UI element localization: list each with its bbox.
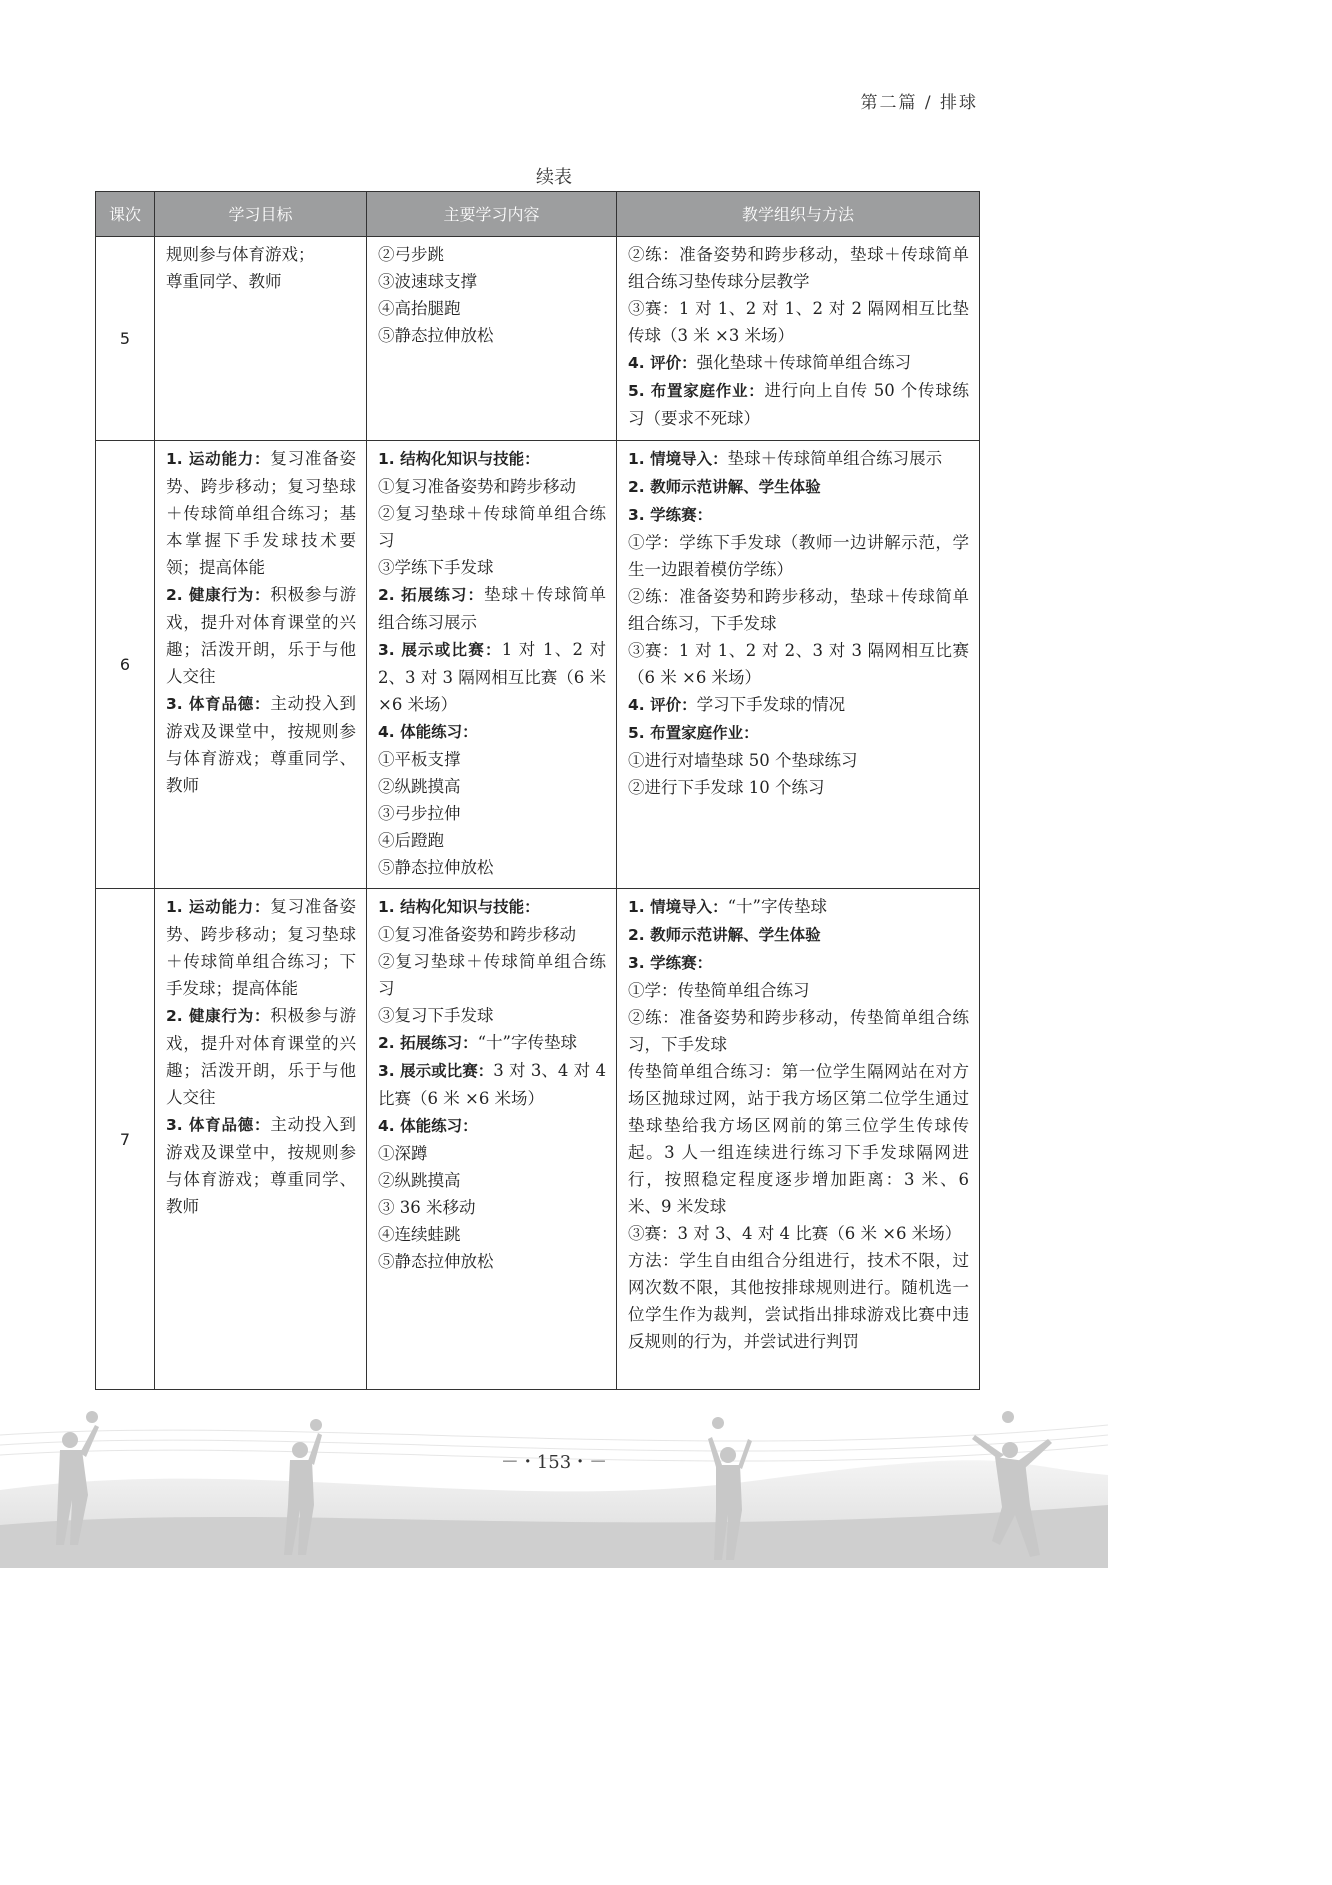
line-text: ①学：学练下手发球（教师一边讲解示范，学生一边跟着模仿学练） <box>628 533 969 579</box>
cell-line <box>378 295 606 322</box>
goals-cell <box>155 237 367 441</box>
cell-line <box>628 949 969 977</box>
running-head: 第二篇 / 排球 <box>860 93 978 113</box>
cell-line <box>378 800 606 827</box>
line-text: ⑤静态拉伸放松 <box>378 1252 494 1271</box>
page-number: －・153・－ <box>500 1452 608 1473</box>
line-text: 1 对 1、2 对 2、3 对 3 隔网相互比赛（6 米 ×6 米场） <box>378 640 606 714</box>
cell-line <box>628 377 969 432</box>
lesson-number: 5 <box>96 237 155 441</box>
cell-line <box>378 1221 606 1248</box>
cell-line <box>378 921 606 948</box>
bold-label: 2. 健康行为： <box>166 586 271 604</box>
methods-cell <box>617 237 980 441</box>
table-caption: 续表 <box>536 167 572 188</box>
line-text: ①平板支撑 <box>378 750 461 769</box>
line-text: 强化垫球＋传球简单组合练习 <box>696 353 912 372</box>
cell-line <box>628 583 969 637</box>
content-cell <box>367 889 617 1390</box>
cell-line <box>628 529 969 583</box>
cell-line <box>378 746 606 773</box>
line-text: ③学练下手发球 <box>378 558 494 577</box>
line-text: 进行向上自传 50 个传球练习（要求不死球） <box>628 381 969 428</box>
bold-label: 4. 评价： <box>628 696 697 714</box>
cell-line <box>628 774 969 801</box>
line-text: ④高抬腿跑 <box>378 299 461 318</box>
cell-line <box>166 445 356 581</box>
bold-label: 1. 运动能力： <box>166 898 271 916</box>
cell-line <box>378 1167 606 1194</box>
line-text: ②练：准备姿势和跨步移动，传垫简单组合练习，下手发球 <box>628 1008 969 1054</box>
table-row <box>96 889 980 1390</box>
table-header-row <box>96 192 980 237</box>
goals-cell <box>155 889 367 1390</box>
line-text: ④后蹬跑 <box>378 831 444 850</box>
line-text: ①深蹲 <box>378 1144 428 1163</box>
line-text: 积极参与游戏，提升对体育课堂的兴趣；活泼开朗，乐于与他人交往 <box>166 585 356 686</box>
bold-label: 5. 布置家庭作业： <box>628 382 765 400</box>
line-text: ⑤静态拉伸放松 <box>378 858 494 877</box>
line-text: ③波速球支撑 <box>378 272 477 291</box>
line-text: 复习准备姿势、跨步移动；复习垫球＋传球简单组合练习；基本掌握下手发球技术要领；提高体能 <box>166 449 356 577</box>
line-text: ①复习准备姿势和跨步移动 <box>378 477 576 496</box>
cell-line <box>378 1029 606 1057</box>
line-text: 3 对 3、4 对 4 比赛（6 米 ×6 米场） <box>378 1061 606 1108</box>
cell-line <box>166 1111 356 1220</box>
cell-line <box>628 241 969 295</box>
line-text: “十”字传垫球 <box>477 1033 577 1052</box>
cell-line <box>378 1140 606 1167</box>
cell-line <box>378 445 606 473</box>
line-text: ②进行下手发球 10 个练习 <box>628 778 825 797</box>
bold-label: 4. 体能练习： <box>378 1117 478 1135</box>
line-text: ①复习准备姿势和跨步移动 <box>378 925 576 944</box>
cell-line <box>166 268 356 295</box>
line-text: ②练：准备姿势和跨步移动，垫球＋传球简单组合练习垫传球分层教学 <box>628 245 969 291</box>
bold-label: 1. 情境导入： <box>628 898 728 916</box>
cell-line <box>628 1247 969 1355</box>
line-text: 学习下手发球的情况 <box>696 695 846 714</box>
bold-label: 2. 教师示范讲解、学生体验 <box>628 926 821 944</box>
col-header-methods: 教学组织与方法 <box>617 192 980 237</box>
cell-line <box>378 1112 606 1140</box>
bold-label: 2. 拓展练习： <box>378 586 485 604</box>
cell-line <box>378 948 606 1002</box>
content-cell <box>367 441 617 889</box>
line-text: 尊重同学、教师 <box>166 272 282 291</box>
cell-line <box>378 773 606 800</box>
bold-label: 3. 体育品德： <box>166 695 271 713</box>
goals-cell <box>155 441 367 889</box>
bold-label: 3. 学练赛： <box>628 506 713 524</box>
cell-line <box>166 581 356 690</box>
line-text: ②练：准备姿势和跨步移动，垫球＋传球简单组合练习，下手发球 <box>628 587 969 633</box>
cell-line <box>628 719 969 747</box>
line-text: ③赛：3 对 3、4 对 4 比赛（6 米 ×6 米场） <box>628 1224 962 1243</box>
lesson-number: 6 <box>96 441 155 889</box>
cell-line <box>628 921 969 949</box>
line-text: ③复习下手发球 <box>378 1006 494 1025</box>
cell-line <box>628 349 969 377</box>
bold-label: 3. 体育品德： <box>166 1116 271 1134</box>
line-text: 积极参与游戏，提升对体育课堂的兴趣；活泼开朗，乐于与他人交往 <box>166 1006 356 1107</box>
cell-line <box>378 554 606 581</box>
line-text: 方法：学生自由组合分组进行，技术不限，过网次数不限，其他按排球规则进行。随机选一位学生作为裁判，尝试指出排球游戏比赛中违反规则的行为，并尝试进行判罚 <box>628 1251 969 1351</box>
col-header-goals: 学习目标 <box>155 192 367 237</box>
line-text: 垫球＋传球简单组合练习展示 <box>378 585 606 632</box>
cell-line <box>628 977 969 1004</box>
line-text: 垫球＋传球简单组合练习展示 <box>727 449 943 468</box>
table-row <box>96 441 980 889</box>
line-text: ③ 36 米移动 <box>378 1198 476 1217</box>
bold-label: 4. 评价： <box>628 354 697 372</box>
methods-cell <box>617 441 980 889</box>
cell-line <box>378 500 606 554</box>
col-header-lesson: 课次 <box>96 192 155 237</box>
lesson-plan-table <box>95 191 980 1390</box>
line-text: 主动投入到游戏及课堂中，按规则参与体育游戏；尊重同学、教师 <box>166 1115 356 1216</box>
bold-label: 3. 展示或比赛： <box>378 1062 494 1080</box>
line-text: ①进行对墙垫球 50 个垫球练习 <box>628 751 858 770</box>
cell-line <box>628 445 969 473</box>
line-text: ②弓步跳 <box>378 245 444 264</box>
bold-label: 3. 学练赛： <box>628 954 713 972</box>
cell-line <box>628 295 969 349</box>
cell-line <box>378 268 606 295</box>
line-text: ②纵跳摸高 <box>378 1171 461 1190</box>
cell-line <box>166 241 356 268</box>
line-text: 主动投入到游戏及课堂中，按规则参与体育游戏；尊重同学、教师 <box>166 694 356 795</box>
cell-line <box>628 893 969 921</box>
line-text: ③赛：1 对 1、2 对 2、3 对 3 隔网相互比赛（6 米 ×6 米场） <box>628 641 969 687</box>
cell-line <box>378 473 606 500</box>
cell-line <box>378 1002 606 1029</box>
cell-line <box>628 747 969 774</box>
cell-line <box>628 501 969 529</box>
line-text: 传垫简单组合练习：第一位学生隔网站在对方场区抛球过网，站于我方场区第二位学生通过垫球垫给我方场区网前的第三位学生传球传起。3 人一组连续进行练习下手发球隔网进行，按照稳定程度逐步增加距离：3 米、6 米、9 米发球 <box>628 1062 969 1216</box>
cell-line <box>628 473 969 501</box>
bold-label: 1. 运动能力： <box>166 450 271 468</box>
line-text: ⑤静态拉伸放松 <box>378 326 494 345</box>
cell-line <box>378 1057 606 1112</box>
cell-line <box>166 893 356 1002</box>
bold-label: 3. 展示或比赛： <box>378 641 502 659</box>
line-text: ①学：传垫简单组合练习 <box>628 981 810 1000</box>
cell-line <box>166 1002 356 1111</box>
col-header-content: 主要学习内容 <box>367 192 617 237</box>
line-text: 复习准备姿势、跨步移动；复习垫球＋传球简单组合练习；下手发球；提高体能 <box>166 897 356 998</box>
line-text: ②复习垫球＋传球简单组合练习 <box>378 504 606 550</box>
cell-line <box>378 1194 606 1221</box>
line-text: 规则参与体育游戏； <box>166 245 315 264</box>
methods-cell <box>617 889 980 1390</box>
cell-line <box>628 1004 969 1058</box>
line-text: ②复习垫球＋传球简单组合练习 <box>378 952 606 998</box>
line-text: ④连续蛙跳 <box>378 1225 461 1244</box>
bold-label: 5. 布置家庭作业： <box>628 724 759 742</box>
cell-line <box>378 893 606 921</box>
cell-line <box>378 854 606 881</box>
cell-line <box>628 691 969 719</box>
line-text: ③弓步拉伸 <box>378 804 461 823</box>
bold-label: 2. 拓展练习： <box>378 1034 478 1052</box>
volleyball-footer-decoration <box>0 1395 1108 1568</box>
cell-line <box>378 241 606 268</box>
table-row <box>96 237 980 441</box>
bold-label: 2. 教师示范讲解、学生体验 <box>628 478 821 496</box>
content-cell <box>367 237 617 441</box>
bold-label: 2. 健康行为： <box>166 1007 271 1025</box>
cell-line <box>166 690 356 799</box>
cell-line <box>378 636 606 718</box>
bold-label: 4. 体能练习： <box>378 723 478 741</box>
cell-line <box>378 581 606 636</box>
cell-line <box>628 1058 969 1220</box>
cell-line <box>628 1220 969 1247</box>
cell-line <box>628 637 969 691</box>
line-text: “十”字传垫球 <box>727 897 827 916</box>
cell-line <box>378 1248 606 1275</box>
bold-label: 1. 情境导入： <box>628 450 728 468</box>
cell-line <box>378 322 606 349</box>
lesson-number: 7 <box>96 889 155 1390</box>
line-text: ③赛：1 对 1、2 对 1、2 对 2 隔网相互比垫传球（3 米 ×3 米场） <box>628 299 969 345</box>
bold-label: 1. 结构化知识与技能： <box>378 898 540 916</box>
cell-line <box>378 827 606 854</box>
cell-line <box>378 718 606 746</box>
bold-label: 1. 结构化知识与技能： <box>378 450 540 468</box>
line-text: ②纵跳摸高 <box>378 777 461 796</box>
